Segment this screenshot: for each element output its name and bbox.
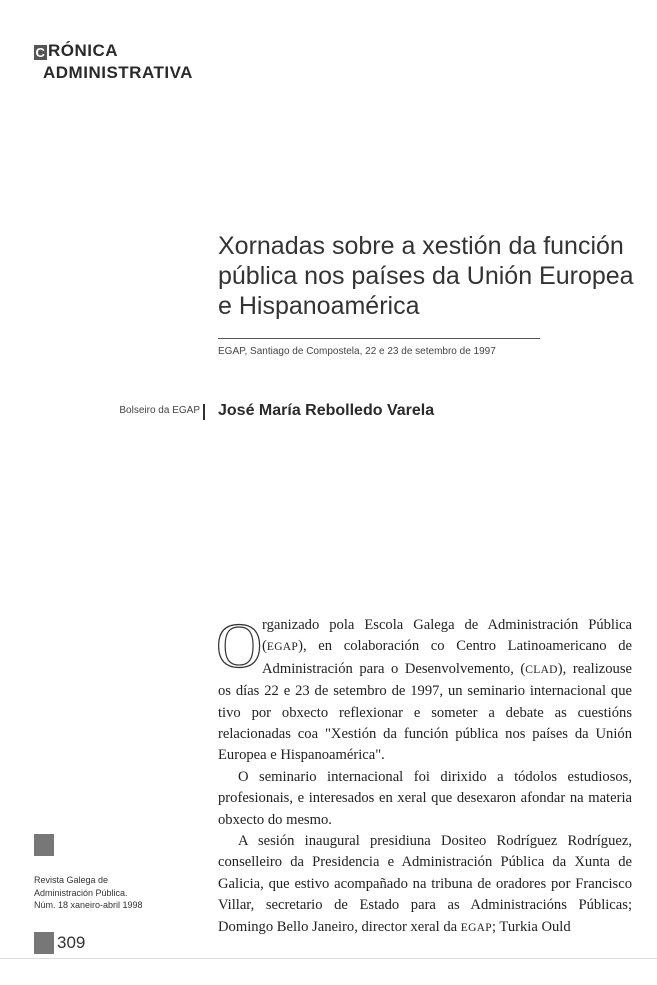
journal-line-1: Revista Galega de: [34, 875, 109, 885]
author-separator: [203, 404, 205, 420]
section-header-line-1: [34, 40, 193, 62]
article-body: [216, 610, 633, 939]
p3-text-a: A sesión inaugural presidiuna Dositeo Rodríguez Rodríguez, conselleiro da Presidencia e Administración Pública da Xunta de Galicia, que estivo acompañado na tribuna de oradores por Francisco Villar, secretario de Estado para as Administracións Públicas; Domingo Bello Janeiro, director xeral da: [218, 833, 632, 935]
body-paragraph-1: [216, 610, 633, 767]
bottom-divider: [0, 958, 657, 959]
section-header: [34, 40, 193, 84]
page-number-square: [34, 932, 54, 954]
article-title: Xornadas sobre a xestión da función pública nos países da Unión Europea e Hispanoamérica: [218, 232, 634, 320]
drop-cap: O: [216, 610, 263, 681]
p1-clad-acronym: CLAD: [525, 663, 558, 676]
author-affiliation: Bolseiro da EGAP: [119, 405, 200, 416]
p3-text-b: ; Turkia Ould: [491, 918, 571, 935]
journal-info: [34, 874, 143, 912]
section-header-word-1: RÓNICA: [48, 41, 119, 60]
p1-text-c: ), realizouse os días 22 e 23 de setembro de 1997, un seminario internacional que tivo por obxecto reflexionar e someter a debate as cuestións relacionadas coa "Xestión da función pública nos países da Unión Europea e Hispanoamérica".: [218, 660, 633, 764]
journal-line-2: Administración Pública.: [34, 887, 128, 898]
journal-marker-square: [34, 834, 54, 856]
title-divider: [218, 338, 540, 339]
section-header-word-2: DMINISTRATIVA: [55, 63, 193, 82]
author-name: José María Rebolledo Varela: [218, 402, 435, 419]
page-number: 309: [57, 933, 86, 952]
journal-line-3: Núm. 18 xaneiro-abril 1998: [34, 900, 143, 910]
p1-text-b: ), en colaboración co Centro Latinoamericano de Administración para o Desenvolvemento, (: [262, 638, 632, 677]
section-header-initial-2: A: [43, 63, 56, 82]
section-header-box-letter: C: [35, 45, 46, 60]
p1-text-a: rganizado pola Escola Galega de Administración Pública (: [262, 617, 632, 655]
body-paragraph-2: O seminario internacional foi dirixido a tódolos estudiosos, profesionais, e interesados en xeral que desexaron afondar na materia obxecto do mesmo.: [218, 768, 632, 828]
p3-egap-acronym: EGAP: [460, 921, 492, 934]
section-header-line-2: [34, 62, 193, 84]
p1-egap-acronym: EGAP: [266, 641, 299, 654]
body-paragraph-3: [218, 831, 632, 939]
event-info: EGAP, Santiago de Compostela, 22 e 23 de setembro de 1997: [218, 346, 496, 357]
